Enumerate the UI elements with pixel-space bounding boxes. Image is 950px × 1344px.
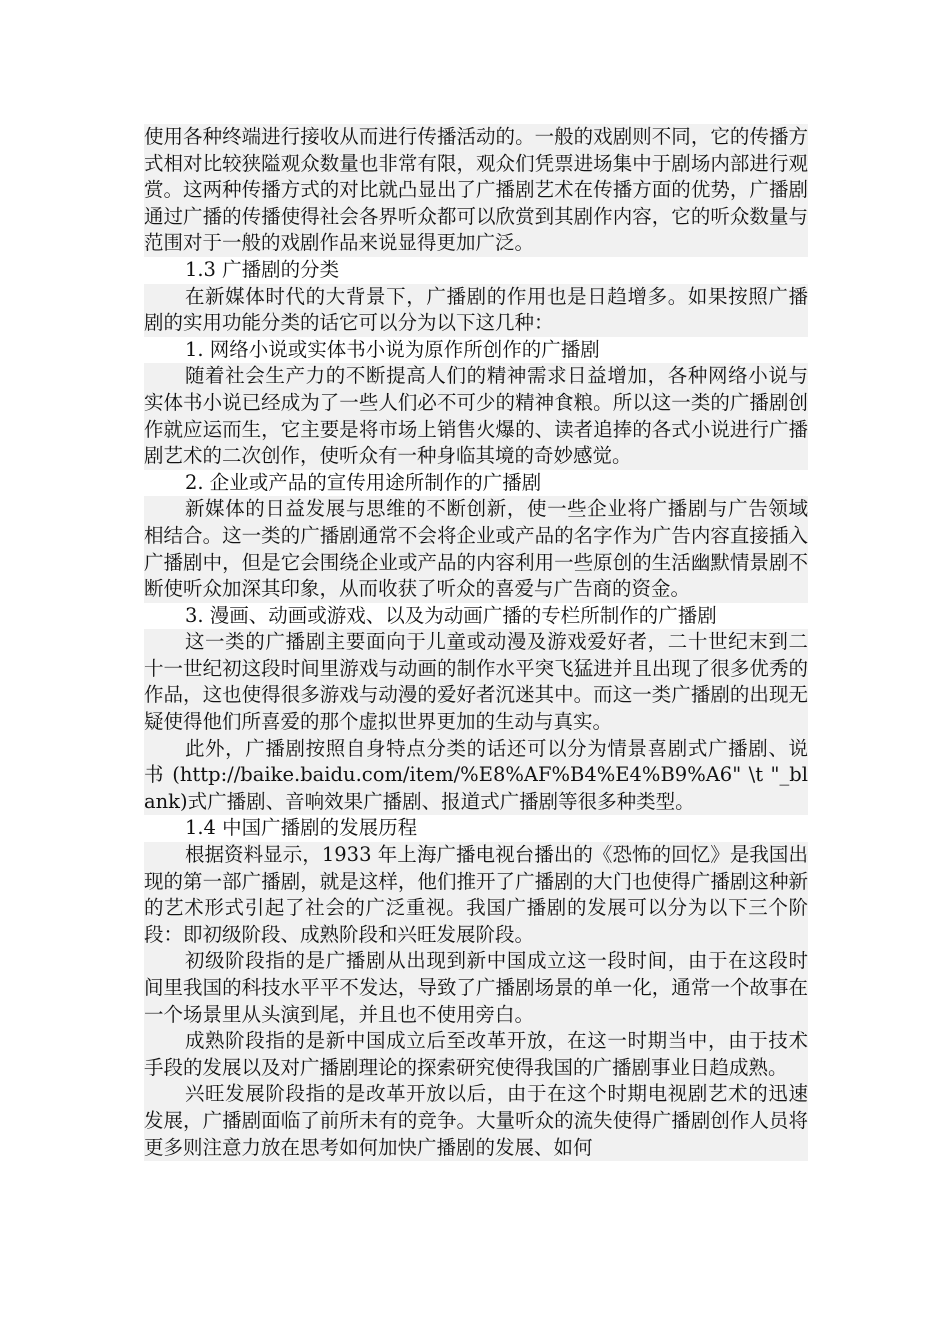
- body-paragraph: 初级阶段指的是广播剧从出现到新中国成立这一段时间，由于在这段时间里我国的科技水平平不发达，导致了广播剧场景的单一化，通常一个故事在一个场景里从头演到尾，并且也不使用旁白。: [144, 948, 808, 1028]
- subsection-heading: 3. 漫画、动画或游戏、以及为动画广播的专栏所制作的广播剧: [184, 603, 717, 627]
- body-paragraph: 新媒体的日益发展与思维的不断创新，使一些企业将广播剧与广告领域相结合。这一类的广播剧通常不会将企业或产品的名字作为广告内容直接插入广播剧中，但是它会围绕企业或产品的内容利用一些原创的生活幽默情景剧不断使听众加深其印象，从而收获了听众的喜爱与广告商的资金。: [144, 496, 808, 602]
- section-heading: 1.3 广播剧的分类: [184, 257, 340, 281]
- subsection-heading: 2. 企业或产品的宣传用途所制作的广播剧: [184, 470, 542, 494]
- section-heading: 1.4 中国广播剧的发展历程: [184, 816, 418, 840]
- document-page: [144, 124, 808, 1161]
- body-paragraph: 使用各种终端进行接收从而进行传播活动的。一般的戏剧则不同，它的传播方式相对比较狭隘观众数量也非常有限，观众们凭票进场集中于剧场内部进行观赏。这两种传播方式的对比就凸显出了广播剧艺术在传播方面的优势，广播剧通过广播的传播使得社会各界听众都可以欣赏到其剧作内容，它的听众数量与范围对于一般的戏剧作品来说显得更加广泛。: [144, 124, 808, 257]
- subsection-heading: 1. 网络小说或实体书小说为原作所创作的广播剧: [184, 337, 600, 361]
- body-paragraph: 兴旺发展阶段指的是改革开放以后，由于在这个时期电视剧艺术的迅速发展，广播剧面临了前所未有的竞争。大量听众的流失使得广播剧创作人员将更多则注意力放在思考如何加快广播剧的发展、如何: [144, 1081, 808, 1161]
- body-paragraph: 成熟阶段指的是新中国成立后至改革开放，在这一时期当中，由于技术手段的发展以及对广播剧理论的探索研究使得我国的广播剧事业日趋成熟。: [144, 1028, 808, 1081]
- body-paragraph: 随着社会生产力的不断提高人们的精神需求日益增加，各种网络小说与实体书小说已经成为了一些人们必不可少的精神食粮。所以这一类的广播剧创作就应运而生，它主要是将市场上销售火爆的、读者追捧的各式小说进行广播剧艺术的二次创作，使听众有一种身临其境的奇妙感觉。: [144, 363, 808, 469]
- body-paragraph: 此外，广播剧按照自身特点分类的话还可以分为情景喜剧式广播剧、说书 (http://baike.baidu.com/item/%E8%AF%B4%E4%B9%A6" \t "_blank)式广播剧、音响效果广播剧、报道式广播剧等很多种类型。: [144, 736, 808, 816]
- body-paragraph: 这一类的广播剧主要面向于儿童或动漫及游戏爱好者，二十世纪末到二十一世纪初这段时间里游戏与动画的制作水平突飞猛进并且出现了很多优秀的作品，这也使得很多游戏与动漫的爱好者沉迷其中。而这一类广播剧的出现无疑使得他们所喜爱的那个虚拟世界更加的生动与真实。: [144, 629, 808, 735]
- body-paragraph: 根据资料显示，1933 年上海广播电视台播出的《恐怖的回忆》是我国出现的第一部广播剧，就是这样，他们推开了广播剧的大门也使得广播剧这种新的艺术形式引起了社会的广泛重视。我国广播剧的发展可以分为以下三个阶段：即初级阶段、成熟阶段和兴旺发展阶段。: [144, 842, 808, 948]
- body-paragraph: 在新媒体时代的大背景下，广播剧的作用也是日趋增多。如果按照广播剧的实用功能分类的话它可以分为以下这几种：: [144, 284, 808, 337]
